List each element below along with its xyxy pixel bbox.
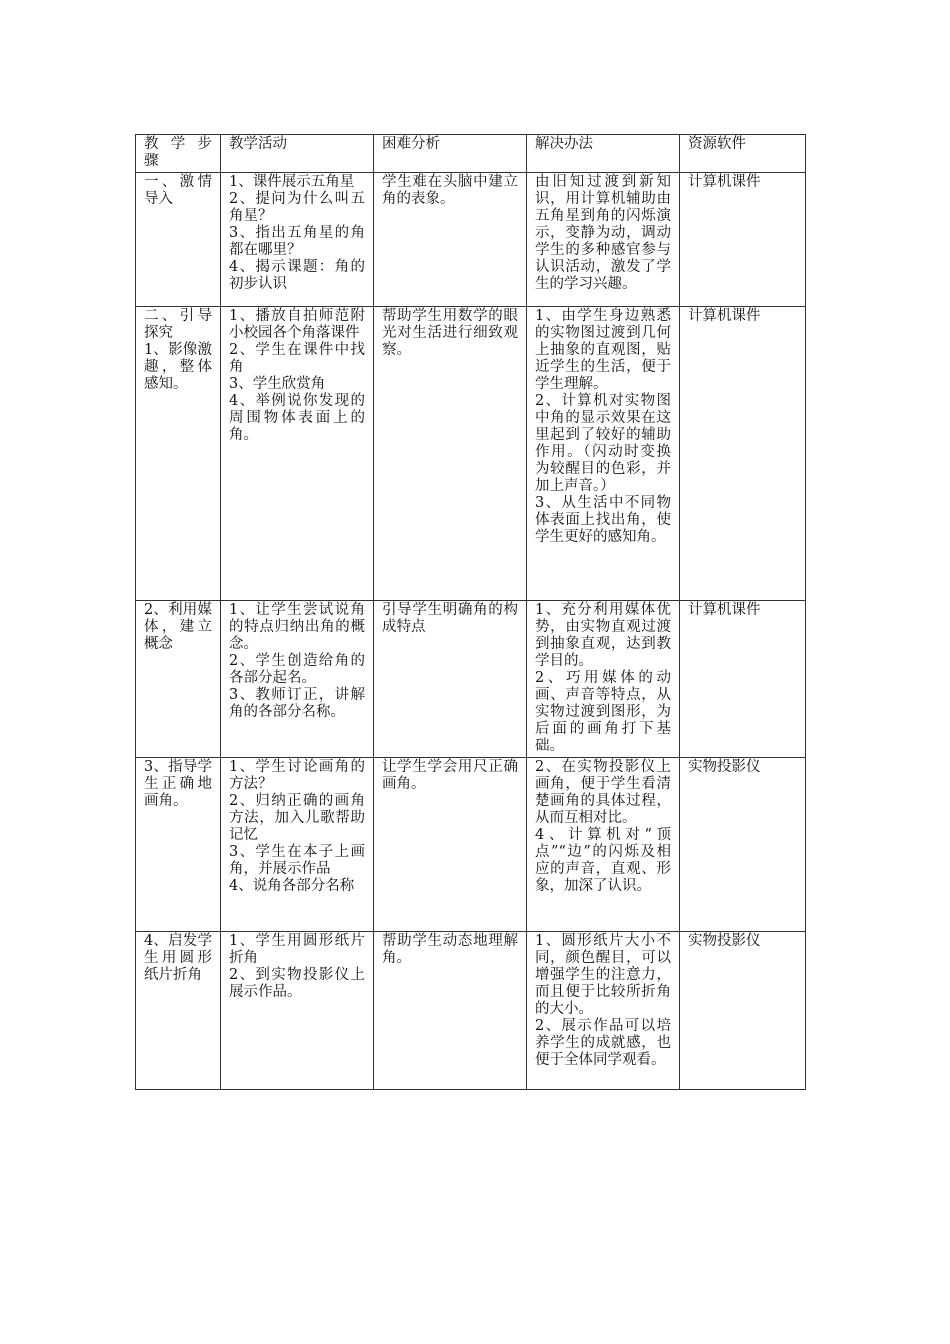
step-text: 一、激情导入 bbox=[144, 174, 212, 207]
cell-step bbox=[136, 932, 221, 1090]
cell-difficulty bbox=[374, 173, 527, 307]
cell-resource bbox=[680, 173, 806, 307]
cell-activity bbox=[221, 173, 374, 307]
solution-text: 2、在实物投影仪上画角，便于学生看清楚画角的具体过程，从而互相对比。 4、计算机对“顶点”“边”的闪烁及相应的声音，直观、形象，加深了认识。 bbox=[535, 759, 671, 894]
activity-text: 1、学生用圆形纸片折角 2、到实物投影仪上展示作品。 bbox=[229, 933, 365, 1000]
cell-difficulty bbox=[374, 932, 527, 1090]
cell-difficulty bbox=[374, 758, 527, 932]
cell-solution bbox=[527, 307, 680, 601]
solution-text: 1、由学生身边熟悉的实物图过渡到几何上抽象的直观图，贴近学生的生活，便于学生理解。 2、计算机对实物图中角的显示效果在这里起到了较好的辅助作用。（闪动时变换为较醒目的色彩，并加上声音。） 3、从生活中不同物体表面上找出角，使学生更好的感知角。 bbox=[535, 308, 671, 545]
difficulty-text: 让学生学会用尺正确画角。 bbox=[382, 759, 518, 792]
step-text: 二、引导探究 1、影像激趣，整体感知。 bbox=[144, 308, 212, 392]
cell-step bbox=[136, 173, 221, 307]
cell-solution bbox=[527, 173, 680, 307]
cell-solution bbox=[527, 932, 680, 1090]
resource-text: 计算机课件 bbox=[688, 174, 761, 190]
cell-solution bbox=[527, 758, 680, 932]
cell-difficulty bbox=[374, 601, 527, 758]
header-step bbox=[136, 135, 221, 173]
resource-text: 计算机课件 bbox=[688, 602, 761, 618]
header-activity-text: 教学活动 bbox=[229, 136, 287, 152]
header-resource bbox=[680, 135, 806, 173]
resource-text: 实物投影仪 bbox=[688, 933, 761, 949]
header-resource-text: 资源软件 bbox=[688, 136, 746, 152]
lesson-plan-table bbox=[135, 134, 806, 1090]
solution-text: 1、圆形纸片大小不同，颜色醒目，可以增强学生的注意力，而且便于比较所折角的大小。 2、展示作品可以培养学生的成就感，也便于全体同学观看。 bbox=[535, 933, 671, 1068]
header-difficulty bbox=[374, 135, 527, 173]
cell-step bbox=[136, 307, 221, 601]
difficulty-text: 引导学生明确角的构成特点 bbox=[382, 602, 518, 635]
cell-activity bbox=[221, 601, 374, 758]
cell-step bbox=[136, 758, 221, 932]
resource-text: 计算机课件 bbox=[688, 308, 761, 324]
cell-resource bbox=[680, 932, 806, 1090]
difficulty-text: 学生难在头脑中建立角的表象。 bbox=[382, 174, 518, 207]
table-row bbox=[136, 932, 806, 1090]
cell-resource bbox=[680, 758, 806, 932]
table-row bbox=[136, 758, 806, 932]
table-row bbox=[136, 173, 806, 307]
header-step-text: 教 学 步 骤 bbox=[144, 136, 212, 169]
activity-text: 1、学生讨论画角的方法？ 2、归纳正确的画角方法，加入儿歌帮助记忆 3、学生在本子上画角，并展示作品 4、说角各部分名称 bbox=[229, 759, 365, 894]
cell-resource bbox=[680, 307, 806, 601]
table-row bbox=[136, 307, 806, 601]
difficulty-text: 帮助学生动态地理解角。 bbox=[382, 933, 518, 966]
solution-text: 由旧知过渡到新知识，用计算机辅助由五角星到角的闪烁演示，变静为动，调动学生的多种感官参与认识活动，激发了学生的学习兴趣。 bbox=[535, 174, 671, 292]
step-text: 3、指导学生正确地画角。 bbox=[144, 759, 212, 809]
table-header-row bbox=[136, 135, 806, 173]
cell-activity bbox=[221, 758, 374, 932]
activity-text: 1、播放自拍师范附小校园各个角落课件 2、学生在课件中找角 3、学生欣赏角 4、举例说你发现的周围物体表面上的角。 bbox=[229, 308, 365, 443]
header-activity bbox=[221, 135, 374, 173]
cell-difficulty bbox=[374, 307, 527, 601]
header-solution bbox=[527, 135, 680, 173]
cell-activity bbox=[221, 307, 374, 601]
cell-step bbox=[136, 601, 221, 758]
activity-text: 1、课件展示五角星 2、提问为什么叫五角星？ 3、指出五角星的角都在哪里？ 4、揭示课题：角的初步认识 bbox=[229, 174, 365, 292]
step-text: 2、利用媒体，建立概念 bbox=[144, 602, 212, 652]
activity-text: 1、让学生尝试说角的特点归纳出角的概念。 2、学生创造给角的各部分起名。 3、教师订正，讲解角的各部分名称。 bbox=[229, 602, 365, 720]
header-solution-text: 解决办法 bbox=[535, 136, 593, 152]
cell-solution bbox=[527, 601, 680, 758]
solution-text: 1、充分利用媒体优势，由实物直观过渡到抽象直观，达到教学目的。 2、巧用媒体的动画、声音等特点，从实物过渡到图形，为后面的画角打下基础。 bbox=[535, 602, 671, 754]
cell-activity bbox=[221, 932, 374, 1090]
step-text: 4、启发学生用圆形纸片折角 bbox=[144, 933, 212, 983]
cell-resource bbox=[680, 601, 806, 758]
resource-text: 实物投影仪 bbox=[688, 759, 761, 775]
difficulty-text: 帮助学生用数学的眼光对生活进行细致观察。 bbox=[382, 308, 518, 358]
header-difficulty-text: 困难分析 bbox=[382, 136, 440, 152]
table-row bbox=[136, 601, 806, 758]
